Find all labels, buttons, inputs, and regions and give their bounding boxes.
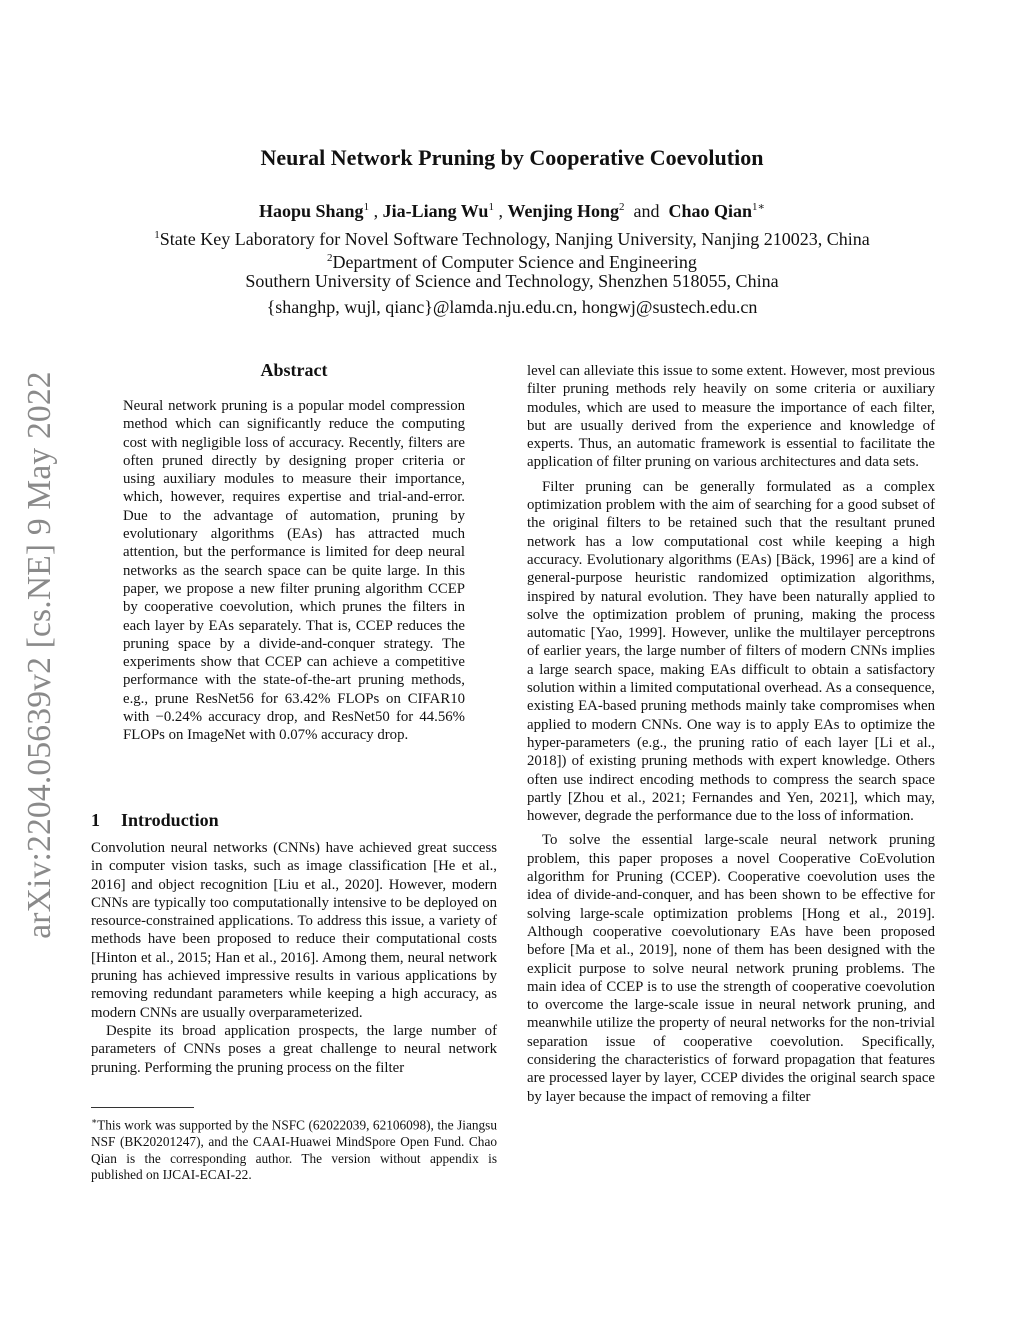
affiliation [0, 271, 1024, 292]
affiliation [0, 229, 1024, 250]
author-affiliation-mark: 1 [363, 201, 370, 213]
affiliation-text: Southern University of Science and Technology, Shenzhen 518055, China [245, 271, 779, 291]
footnote-text: This work was supported by the NSFC (62022039, 62106098), the Jiangsu NSF (BK20201247), and the CAAI-Huawei MindSpore Open Fund. Chao Qian is the corresponding author. The version without appendix is published on IJCAI-ECAI-22. [91, 1117, 497, 1183]
section-heading [91, 810, 219, 831]
section-number: 1 [91, 810, 100, 830]
footnote-rule [91, 1107, 194, 1108]
paragraph: Convolution neural networks (CNNs) have achieved great success in computer vision tasks, such as image classification [He et al., 2016] and object recognition [Liu et al., 2020]. However, modern CNNs are typically too computationally intensive to be deployed on resource-constrained applications. To address this issue, a variety of methods have been proposed to reduce their computational costs [Hinton et al., 2015; Han et al., 2016]. Among them, neural network pruning has achieved impressive results in various applications by removing redundant parameters while keeping a high accuracy, as modern CNNs are usually overparameterized. [91, 840, 497, 1021]
paper-title: Neural Network Pruning by Cooperative Coevolution [260, 145, 764, 170]
abstract-body: Neural network pruning is a popular model compression method which can significantly reduce the computing cost with negligible loss of accuracy. Recently, filters are often pruned directly by designing proper criteria or using auxiliary modules to measure their importance, which, however, requires expertise and trial-and-error. Due to the advantage of automation, pruning by evolutionary algorithms (EAs) has attracted much attention, but the performance is limited for deep neural networks as the search space can be quite large. In this paper, we propose a new filter pruning algorithm CCEP by cooperative coevolution, which prunes the filters in each layer by EAs separately. That is, CCEP reduces the pruning space by a divide-and-conquer strategy. The experiments show that CCEP can achieve a competitive performance with the state-of-the-art pruning methods, e.g., prune ResNet56 for 63.42% FLOPs on CIFAR10 with −0.24% accuracy drop, and ResNet50 for 44.56% FLOPs on ImageNet with 0.07% accuracy drop. [123, 398, 465, 744]
footnote [91, 1113, 497, 1184]
author-conjunction: and [633, 201, 660, 221]
author-name: Jia-Liang Wu [382, 201, 489, 221]
abstract-heading: Abstract [260, 360, 328, 380]
affiliation-text: Department of Computer Science and Engineering [332, 252, 697, 272]
author-affiliation-mark: 1∗ [752, 201, 765, 213]
author-name: Wenjing Hong [507, 201, 619, 221]
affiliation-mark: 2 [327, 252, 333, 264]
arxiv-stamp-text: arXiv:2204.05639v2 [cs.NE] 9 May 2022 [21, 371, 59, 939]
footnote-mark: ∗ [91, 1116, 98, 1126]
author-separator: , [373, 201, 379, 221]
right-column-body [527, 362, 935, 1106]
author-affiliation-mark: 2 [618, 201, 625, 213]
paragraph: Filter pruning can be generally formulated as a complex optimization problem with the aim of searching for a good subset of the original filters to be retained such that the resultant pruned network has a low computational cost while keeping a high accuracy. Evolutionary algorithms (EAs) [Bäck, 1996] are a kind of general-purpose heuristic randomized optimization algorithms, inspired by natural evolution. They have been naturally applied to solve the optimization problem of pruning, making the process automatic [Yao, 1999]. However, unlike the multilayer perceptrons of earlier years, the large number of filters of modern CNNs implies a large search space, making EAs difficult to obtain a satisfactory solution within a limited computational overhead. As a consequence, existing EA-based pruning methods mainly take compromises when applied to modern CNNs. One way is to apply EAs to optimize the hyper-parameters (e.g., the pruning ratio of each layer [Li et al., 2018]) of existing pruning methods with expert knowledge. Others often use indirect encoding methods to compress the search space partly [Zhou et al., 2021; Fernandes and Yen, 2021], which may, however, degrade the performance due to the loss of information. [527, 478, 935, 825]
introduction-body [91, 839, 497, 1077]
author-list [0, 200, 1024, 222]
paragraph: Despite its broad application prospects, the large number of parameters of CNNs poses a great challenge to neural network pruning. Performing the pruning process on the filter [91, 1022, 497, 1076]
arxiv-identifier [10, 350, 70, 960]
paragraph: To solve the essential large-scale neural network pruning problem, this paper proposes a novel Cooperative CoEvolution algorithm for Pruning (CCEP). Cooperative coevolution uses the idea of divide-and-conquer, and has been shown to be effective for solving large-scale optimization problems [Hong et al., 2019]. Although cooperative coevolutionary EAs have been proposed before [Ma et al., 2019], none of them has been designed with the explicit purpose to solve neural network pruning problems. The main idea of CCEP is to use the strength of cooperative coevolution to overcome the large-scale issue in neural network pruning, and meanwhile utilize the property of neural networks for the non-trivial separation issue of cooperative coevolution. Specifically, considering the characteristics of forward propagation that features are processed layer by layer, CCEP divides the original search space by layer because the impact of removing a filter [527, 832, 935, 1105]
section-title: Introduction [121, 810, 219, 830]
affiliation-text: State Key Laboratory for Novel Software Technology, Nanjing University, Nanjing 210023, China [159, 229, 870, 249]
author-emails: {shanghp, wujl, qianc}@lamda.nju.edu.cn, hongwj@sustech.edu.cn [266, 297, 758, 317]
author-name: Haopu Shang [259, 201, 364, 221]
affiliation-mark: 1 [154, 229, 160, 241]
author-affiliation-mark: 1 [488, 201, 494, 213]
affiliation [0, 252, 1024, 273]
author-separator: , [498, 201, 503, 221]
author-name: Chao Qian [668, 201, 752, 221]
paragraph: level can alleviate this issue to some extent. However, most previous filter pruning methods rely heavily on some criteria or auxiliary modules, which are used to measure the importance of each filter, but are usually derived from the experience and knowledge of experts. Thus, an automatic framework is essential to facilitate the application of filter pruning on various architectures and data sets. [527, 363, 935, 471]
